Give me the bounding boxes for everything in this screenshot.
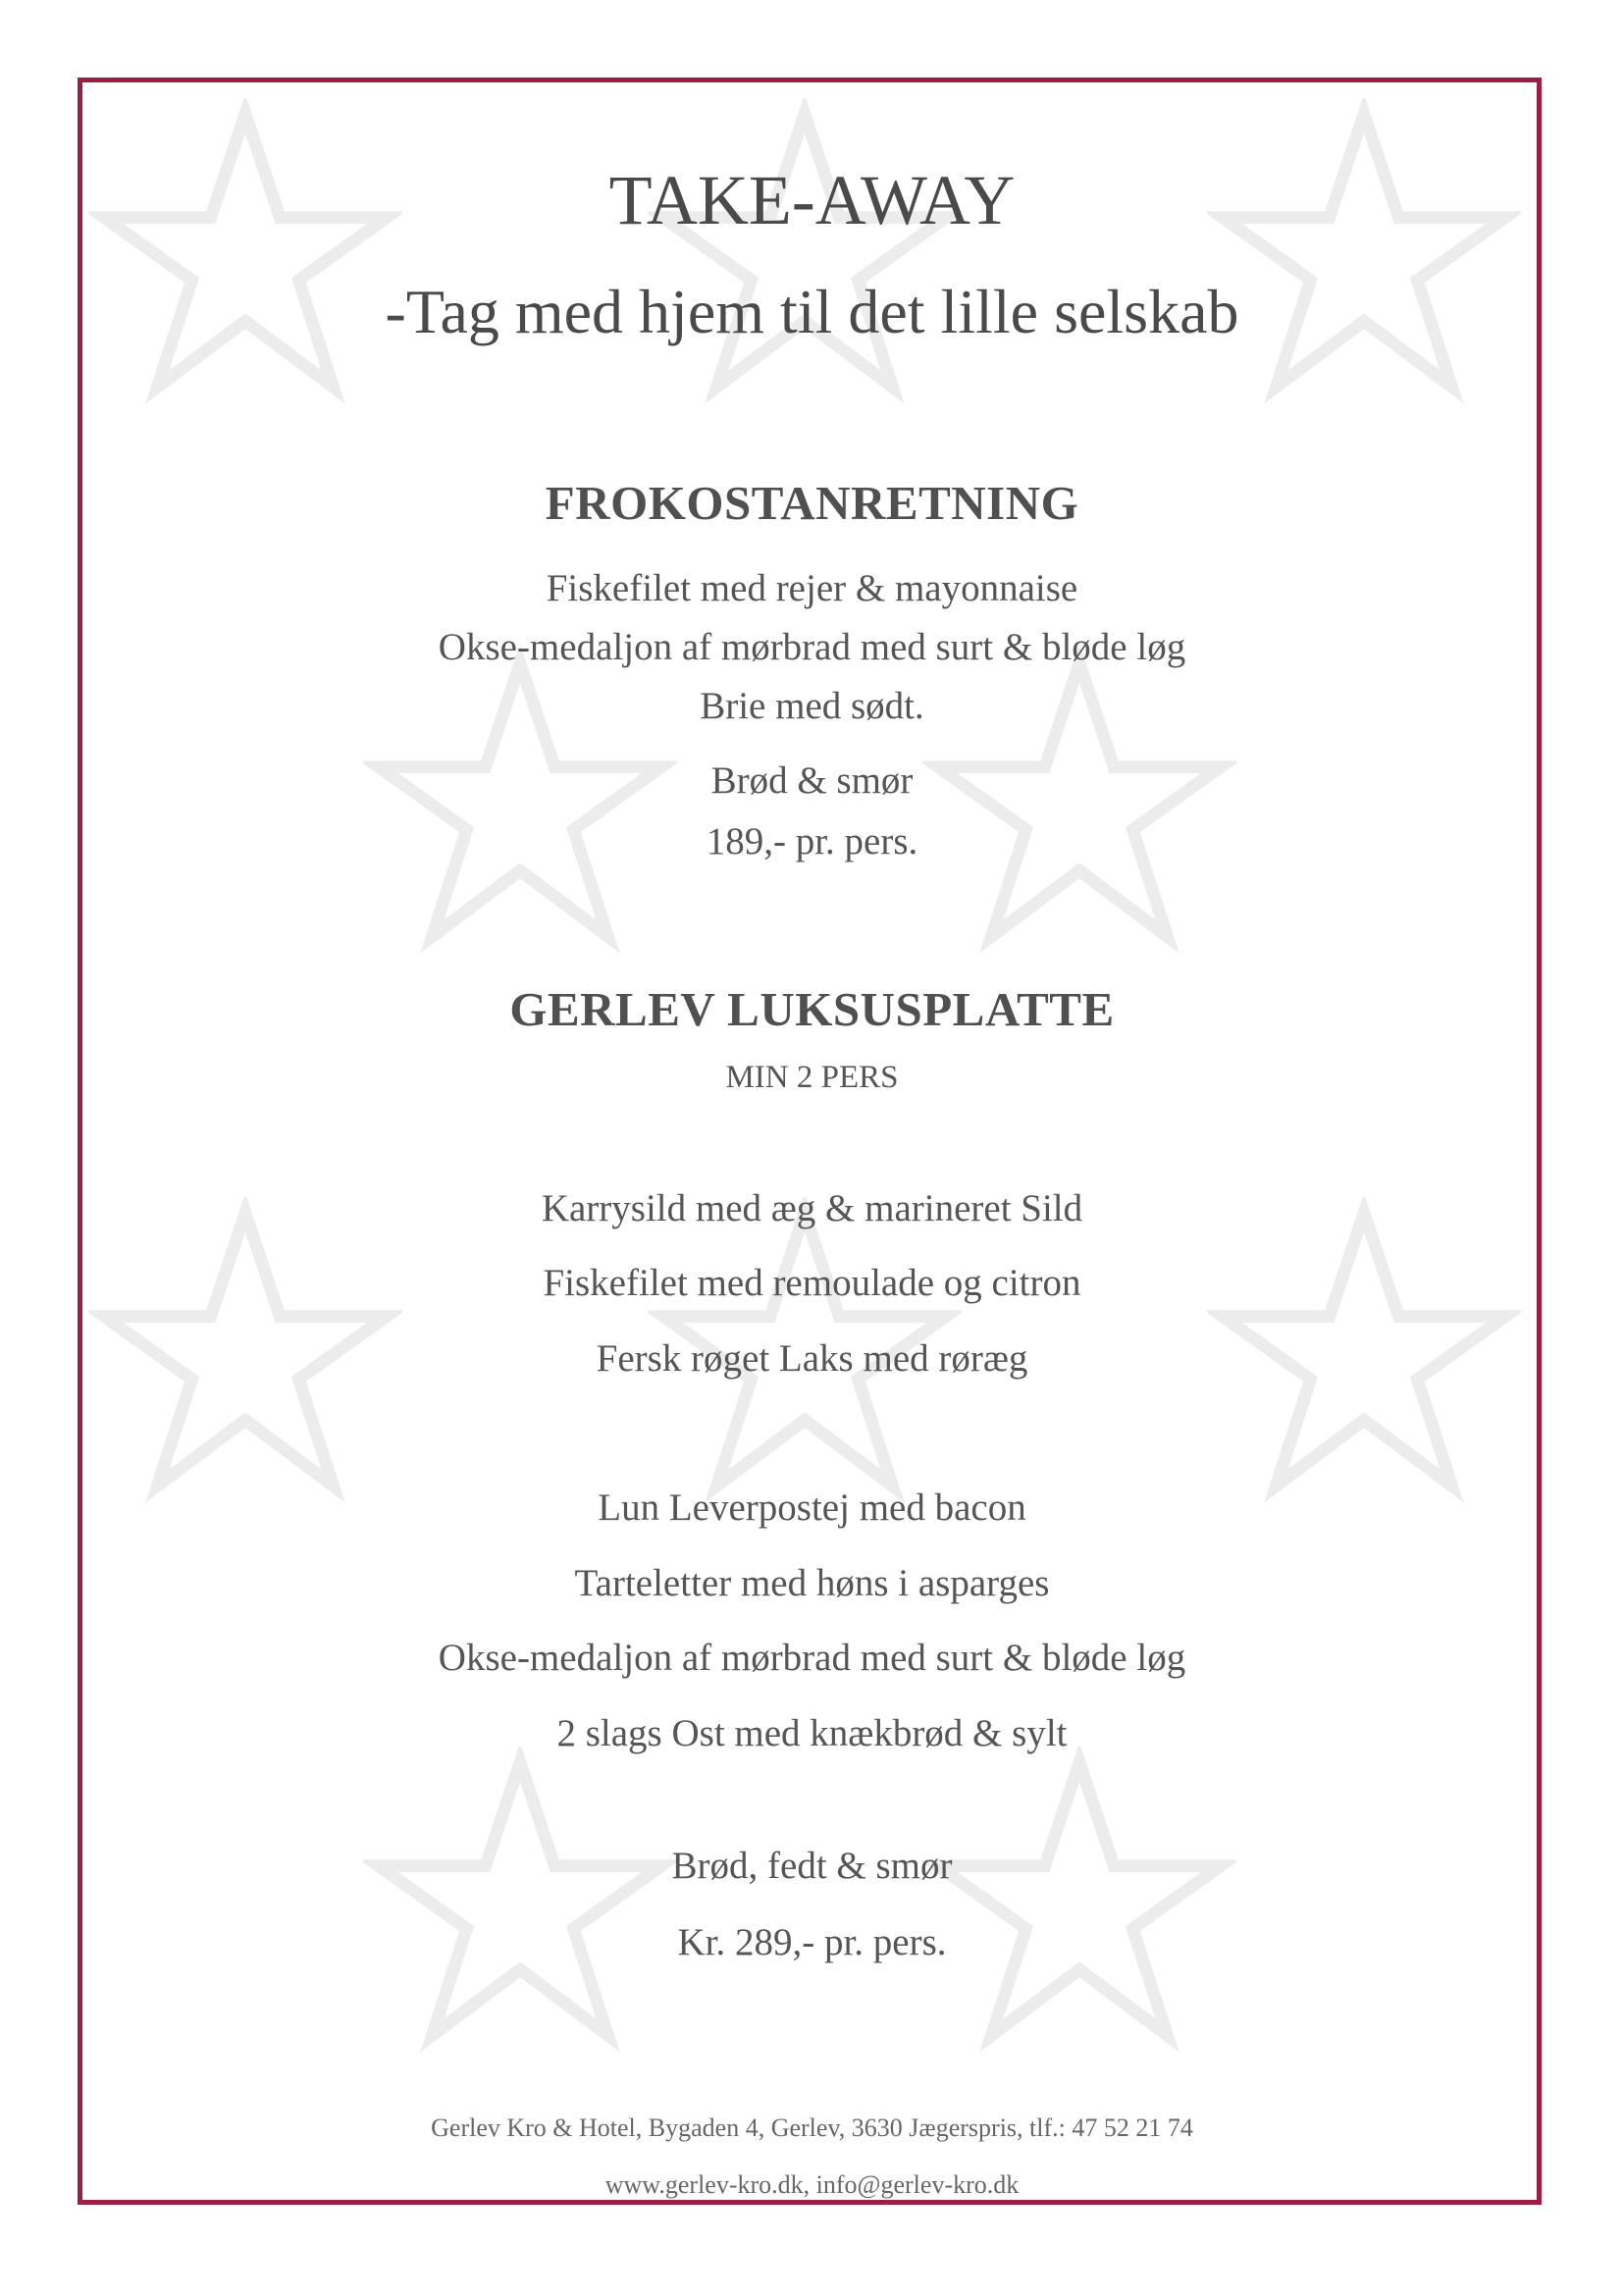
page-title: TAKE-AWAY — [608, 161, 1016, 239]
page-subtitle: -Tag med hjem til det lille selskab — [385, 277, 1239, 346]
menu-item: Okse-medaljon af mørbrad med surt & bløde løg — [438, 1637, 1186, 1679]
menu-item: Fiskefilet med rejer & mayonnaise — [546, 567, 1078, 609]
menu-item: Fiskefilet med remoulade og citron — [543, 1262, 1081, 1304]
menu-extras: Brød & smør — [710, 759, 914, 802]
footer-web: www.gerlev-kro.dk, info@gerlev-kro.dk — [604, 2170, 1020, 2199]
section-heading-frokost: FROKOSTANRETNING — [545, 476, 1079, 530]
section-note: MIN 2 PERS — [725, 1060, 899, 1095]
section-heading-luksus: GERLEV LUKSUSPLATTE — [509, 982, 1115, 1036]
menu-item: Tarteletter med høns i asparges — [574, 1562, 1050, 1604]
menu-item: Fersk røget Laks med røræg — [596, 1337, 1028, 1380]
menu-price: 189,- pr. pers. — [706, 820, 918, 862]
menu-extras: Brød, fedt & smør — [671, 1845, 953, 1887]
menu-item: Lun Leverpostej med bacon — [598, 1487, 1026, 1529]
footer-address: Gerlev Kro & Hotel, Bygaden 4, Gerlev, 3630 Jægerspris, tlf.: 47 52 21 74 — [431, 2113, 1193, 2142]
menu-price: Kr. 289,- pr. pers. — [677, 1921, 947, 1963]
menu-item: Brie med sødt. — [700, 685, 924, 727]
menu-item: Okse-medaljon af mørbrad med surt & bløde løg — [438, 626, 1186, 668]
menu-item: 2 slags Ost med knækbrød & sylt — [556, 1712, 1068, 1754]
menu-item: Karrysild med æg & marineret Sild — [541, 1187, 1083, 1229]
